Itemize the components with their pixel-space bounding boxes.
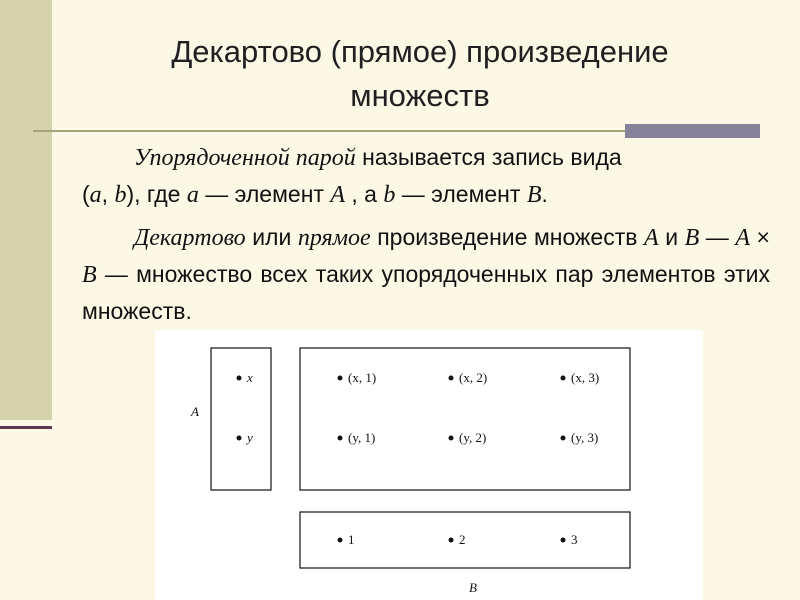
product-point — [338, 436, 343, 441]
set-A-box — [211, 348, 271, 490]
product-point — [338, 376, 343, 381]
title-line-1: Декартово (прямое) произведение — [171, 34, 669, 69]
set-B-element: 2 — [459, 532, 466, 547]
set-A-point — [237, 436, 242, 441]
product-point — [449, 376, 454, 381]
definition-ordered-pair: Упорядоченной парой называется запись вида (a, b), где a — элемент A , а b — элемент B. — [82, 144, 622, 208]
set-B-point — [338, 538, 343, 543]
term-ordered-pair: Упорядоченной парой — [134, 145, 356, 171]
term-cartesian: Декартово — [134, 225, 246, 251]
title-divider-accent — [625, 124, 760, 138]
product-pair: (y, 2) — [459, 430, 487, 445]
set-B-label: B — [469, 580, 477, 595]
title-line-2: множеств — [350, 78, 490, 113]
set-B-point — [561, 538, 566, 543]
left-decor-line — [0, 426, 52, 429]
term-direct: прямое — [297, 225, 371, 251]
left-decor-band — [0, 0, 52, 420]
set-A-element: y — [247, 430, 253, 445]
product-pair: (x, 2) — [459, 370, 488, 385]
diagram-svg — [155, 330, 703, 600]
product-point — [449, 436, 454, 441]
definition-cartesian-product: Декартово или прямое произведение множеств A и B — A × B ― множество всех таких упорядоченных пар элементов этих множеств. — [82, 224, 770, 324]
product-pair: (y, 1) — [348, 430, 376, 445]
slide-title — [60, 30, 780, 118]
set-B-point — [449, 538, 454, 543]
set-B-element: 1 — [348, 532, 355, 547]
set-A-point — [237, 376, 242, 381]
title-divider — [33, 130, 625, 132]
set-B-element: 3 — [571, 532, 578, 547]
product-point — [561, 376, 566, 381]
product-pair: (x, 3) — [571, 370, 600, 385]
product-point — [561, 436, 566, 441]
set-A-label: A — [191, 404, 199, 419]
set-A-element: x — [247, 370, 253, 385]
product-pair: (x, 1) — [348, 370, 377, 385]
product-pair: (y, 3) — [571, 430, 599, 445]
cartesian-product-diagram — [155, 330, 703, 600]
